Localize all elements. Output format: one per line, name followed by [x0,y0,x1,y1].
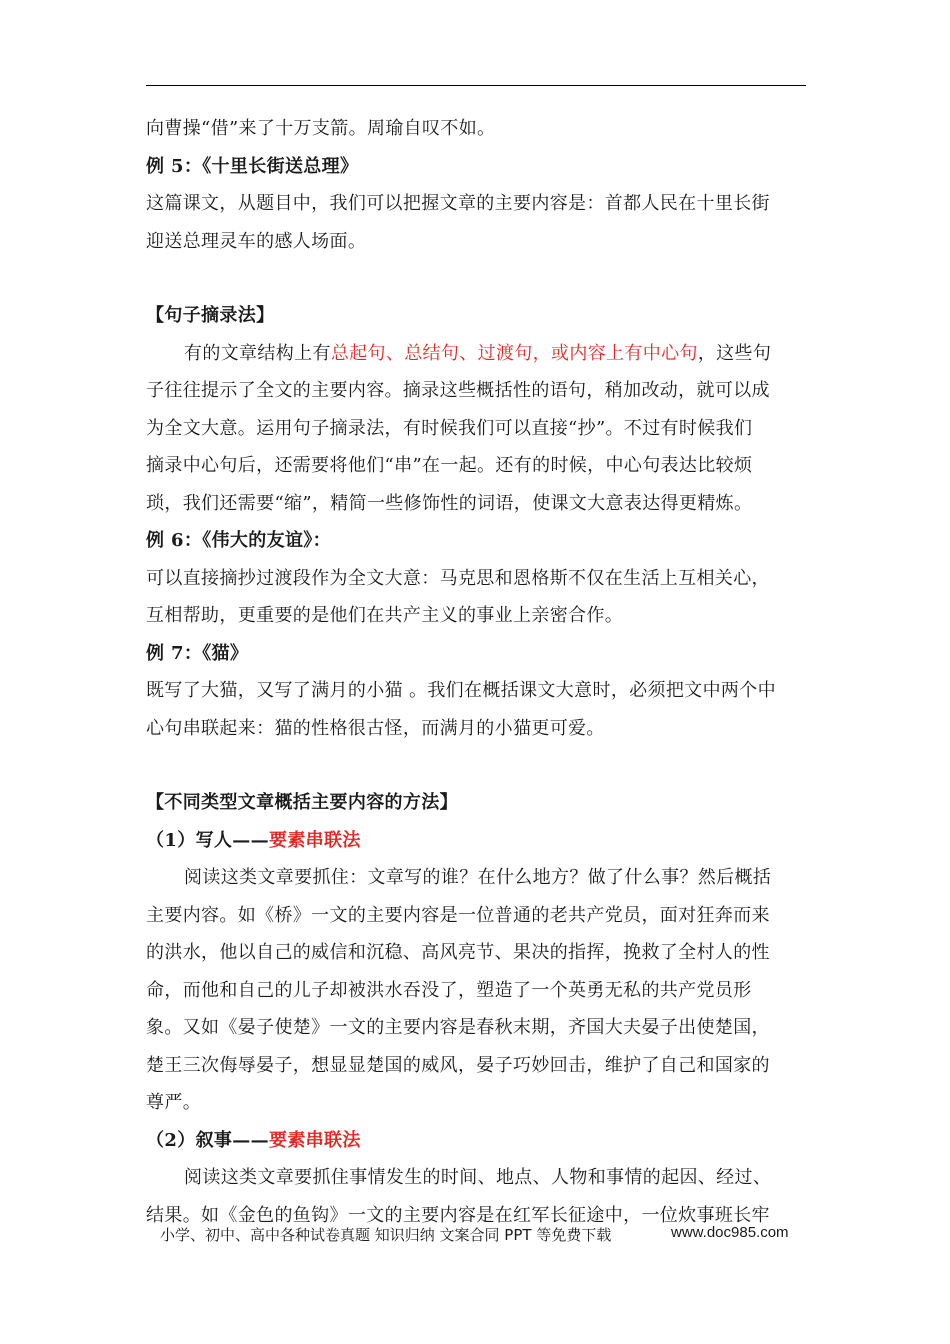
paragraph-line: 这篇课文，从题目中，我们可以把握文章的主要内容是：首都人民在十里长街 [146,193,770,214]
paragraph-line: 可以直接摘抄过渡段作为全文大意：马克思和恩格斯不仅在生活上互相关心， [146,567,770,589]
paragraph-line: 象。又如《晏子使楚》一文的主要内容是春秋末期，齐国大夫晏子出使楚国， [146,1017,770,1038]
highlighted-text: 总起句、总结句、过渡句，或内容上有中心句 [330,342,698,364]
paragraph-line: 主要内容。如《桥》一文的主要内容是一位普通的老共产党员，面对狂奔而来 [146,904,770,926]
spacer [146,260,806,297]
section-title-summary-methods: 【不同类型文章概括主要内容的方法】 [146,792,458,813]
highlighted-text: 要素串联法 [268,829,361,851]
paragraph-line: 命，而他和自己的儿子却被洪水吞没了，塑造了一个英勇无私的共产党员形 [146,979,752,1001]
paragraph-line: 互相帮助，更重要的是他们在共产主义的事业上亲密合作。 [146,605,624,626]
page-footer [160,1224,860,1245]
example-5-title: 例 5：《十里长街送总理》 [146,155,359,177]
paragraph-line: 阅读这类文章要抓住事情发生的时间、地点、人物和事情的起因、经过、 [184,1167,772,1188]
example-7-title: 例 7：《猫》 [146,642,249,664]
header-rule [146,85,806,86]
paragraph-line: 心句串联起来：猫的性格很古怪，而满月的小猫更可爱。 [146,717,605,739]
paragraph-line: 为全文大意。运用句子摘录法，有时候我们可以直接“抄”。不过有时候我们 [146,417,753,439]
paragraph-line: 迎送总理灵车的感人场面。 [146,230,367,252]
paragraph-line: 摘录中心句后，还需要将他们“串”在一起。还有的时候，中心句表达比较烦 [146,455,753,476]
text-run: 有的文章结构上有 [184,342,331,364]
text-run: ，这些句 [697,342,772,364]
paragraph-line: 阅读这类文章要抓住：文章写的谁？在什么地方？做了什么事？然后概括 [184,867,772,888]
text-run: （2）叙事—— [146,1129,269,1151]
subsection-title-people [146,822,806,860]
paragraph-line: 琐，我们还需要“缩”，精简一些修饰性的词语，使课文大意表达得更精炼。 [146,492,753,514]
paragraph-line [146,335,806,373]
paragraph-line: 既写了大猫，又写了满月的小猫 。我们在概括课文大意时，必须把文中两个中 [146,680,776,701]
section-title-sentence-extraction: 【句子摘录法】 [146,305,275,326]
paragraph-line: 结果。如《金色的鱼钩》一文的主要内容是在红军长征途中，一位炊事班长牢 [146,1204,770,1226]
text-run: （1）写人—— [146,829,269,851]
paragraph-line: 尊严。 [146,1092,202,1113]
subsection-title-narrative [146,1122,806,1160]
footer-website-link[interactable]: www.doc985.com [671,1224,789,1241]
paragraph-line: 向曹操“借”来了十万支箭。周瑜自叹不如。 [146,118,496,139]
example-6-title: 例 6：《伟大的友谊》： [146,530,331,551]
paragraph-line: 子往往提示了全文的主要内容。摘录这些概括性的语句，稍加改动，就可以成 [146,380,770,401]
footer-text: 小学、初中、高中各种试卷真题 知识归纳 文案合同 PPT 等免费下载 [160,1226,612,1244]
paragraph-line: 楚王三次侮辱晏子，想显显楚国的威风，晏子巧妙回击，维护了自己和国家的 [146,1054,770,1076]
document-body [146,110,806,1234]
paragraph-line: 的洪水，他以自己的威信和沉稳、高风亮节、果决的指挥，挽救了全村人的性 [146,942,770,963]
spacer [146,747,806,784]
highlighted-text: 要素串联法 [268,1129,361,1151]
